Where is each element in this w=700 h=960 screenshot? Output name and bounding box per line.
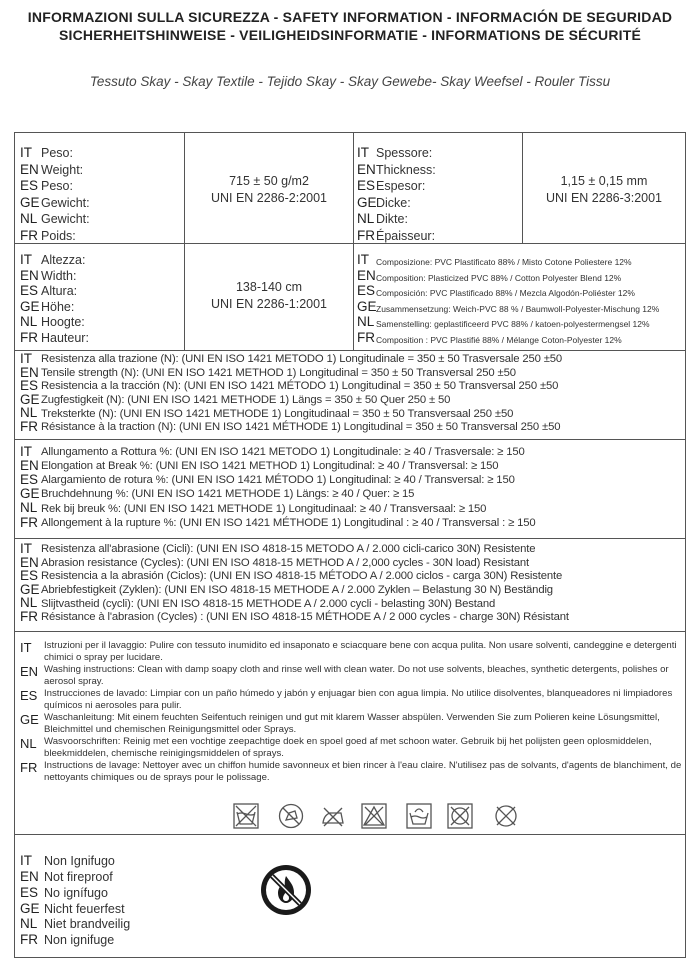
composition-row bbox=[357, 313, 683, 329]
tensile-label: Tensile strength (N): (UNI EN ISO 1421 METHOD 1) Longitudinal = 350 ± 50 Transversal 250 ±50 bbox=[41, 366, 516, 379]
elongation-label: Elongation at Break %: (UNI EN ISO 1421 METHOD 1) Longitudinal: ≥ 40 / Transversal: ≥ 150 bbox=[41, 460, 499, 473]
fire-row bbox=[20, 915, 220, 931]
composition-label: Samenstelling: geplastificeerd PVC 88% / katoen-polyestermengsel 12% bbox=[376, 319, 650, 329]
width-label: Höhe: bbox=[41, 299, 75, 314]
thickness-label: Thickness: bbox=[376, 162, 436, 177]
no-fireproof-icon bbox=[260, 864, 312, 916]
weight-row bbox=[20, 143, 180, 160]
lang-code: GE bbox=[357, 194, 377, 210]
lang-code: NL bbox=[20, 916, 38, 932]
weight-labels bbox=[20, 143, 180, 243]
lang-code: GE bbox=[20, 391, 40, 407]
thickness-row bbox=[357, 176, 517, 193]
composition-row bbox=[357, 282, 683, 298]
lang-code: NL bbox=[20, 314, 38, 329]
elongation-label: Allungamento a Rottura %: (UNI EN ISO 1421 METODO 1) Longitudinale: ≥ 40 / Trasversale: ≥ 150 bbox=[41, 445, 525, 458]
divider bbox=[15, 834, 685, 835]
hand-wash-icon bbox=[406, 803, 432, 829]
width-label: Width: bbox=[41, 268, 77, 283]
abrasion-label: Resistencia a la abrasión (Ciclos): (UNI EN ISO 4818-15 MÉTODO A / 2.000 ciclos - carga 30N) Resistente bbox=[41, 570, 563, 583]
composition-row bbox=[357, 298, 683, 314]
thickness-label: Dicke: bbox=[376, 195, 411, 210]
washing-block bbox=[20, 641, 682, 664]
abrasion-label: Slijtvastheid (cycli): (UNI EN ISO 4818-15 METHODE A / 2.000 cycli - belasting 30N) Bestand bbox=[41, 597, 496, 610]
width-value: 138-140 cm bbox=[235, 280, 302, 294]
thickness-label: Espesor: bbox=[376, 179, 426, 193]
fire-row bbox=[20, 931, 220, 947]
tensile-row bbox=[20, 393, 682, 407]
width-labels bbox=[20, 251, 180, 350]
fire-row bbox=[20, 884, 220, 900]
width-row bbox=[20, 298, 180, 314]
lang-code: ES bbox=[20, 178, 39, 193]
fire-section bbox=[20, 852, 220, 952]
header-title-line-1: INFORMAZIONI SULLA SICUREZZA - SAFETY INFORMATION - INFORMACIÓN DE SEGURIDAD bbox=[27, 9, 673, 25]
abrasion-section bbox=[20, 542, 682, 630]
tensile-label: Resistencia a la tracción (N): (UNI EN ISO 1421 MÉTODO 1) Longitudinal = 350 ± 50 Transversal 250 ±50 bbox=[41, 380, 559, 393]
lang-code: NL bbox=[20, 595, 38, 611]
weight-label: Peso: bbox=[41, 146, 73, 160]
washing-block bbox=[20, 761, 682, 784]
weight-row bbox=[20, 209, 180, 226]
thickness-row bbox=[357, 143, 517, 160]
tensile-row bbox=[20, 379, 682, 393]
tensile-row bbox=[20, 366, 682, 380]
fire-label: No ignífugo bbox=[44, 885, 108, 900]
washing-section bbox=[20, 641, 682, 797]
lang-code: IT bbox=[20, 444, 32, 459]
lang-code: ES bbox=[20, 472, 39, 488]
composition-row bbox=[357, 329, 683, 345]
lang-code: GE bbox=[20, 581, 40, 597]
width-label: Hoogte: bbox=[41, 315, 85, 329]
width-row bbox=[20, 251, 180, 267]
lang-code: IT bbox=[20, 542, 32, 557]
lang-code: NL bbox=[20, 405, 38, 421]
width-standard: UNI EN 2286-1:2001 bbox=[210, 297, 328, 311]
lang-code: ES bbox=[20, 568, 39, 584]
thickness-row bbox=[357, 193, 517, 210]
tensile-section bbox=[20, 352, 682, 438]
fire-row bbox=[20, 868, 220, 884]
composition-label: Zusammensetzung: Weich-PVC 88 % / Baumwoll-Polyester-Mischung 12% bbox=[376, 303, 660, 314]
weight-row bbox=[20, 160, 180, 177]
divider bbox=[15, 350, 685, 351]
no-ironing-spray-icon bbox=[278, 803, 304, 829]
lang-code: EN bbox=[20, 267, 39, 283]
washing-text: Wasvoorschriften: Reinig met een vochtige zeepachtige doek en spoel goed af met schoon water. Gebruik bij het polijsten geen oplosmiddelen, bleekmiddelen, chemische reinigingsmiddelen of sprays. bbox=[44, 736, 652, 759]
lang-code: IT bbox=[20, 145, 32, 160]
lang-code: IT bbox=[20, 641, 32, 655]
composition-row bbox=[357, 251, 683, 267]
abrasion-label: Abriebfestigkeit (Zyklen): (UNI EN ISO 4818-15 METHODE A / 2.000 Zyklen – Belastung 30 N) Beständig bbox=[41, 584, 553, 597]
weight-value: 715 ± 50 g/m2 bbox=[229, 174, 309, 188]
composition-label: Composición: PVC Plastificado 88% / Mezcla Algodón-Poliéster 12% bbox=[376, 288, 635, 298]
lang-code: IT bbox=[357, 252, 369, 267]
lang-code: ES bbox=[20, 884, 39, 900]
thickness-label: Épaisseur: bbox=[376, 228, 436, 243]
washing-text: Instrucciones de lavado: Limpiar con un paño húmedo y jabón y enjuagar bien con agua limpia. No utilice disolventes, blanqueadores ni limpiadores químicos ni aerosoles para pulir. bbox=[44, 688, 673, 711]
weight-row bbox=[20, 176, 180, 193]
lang-code: FR bbox=[357, 329, 375, 345]
weight-standard: UNI EN 2286-2:2001 bbox=[210, 191, 328, 205]
divider bbox=[15, 439, 685, 440]
weight-row bbox=[20, 226, 180, 243]
fire-row bbox=[20, 852, 220, 868]
elongation-row bbox=[20, 444, 682, 458]
divider bbox=[353, 133, 354, 350]
lang-code: EN bbox=[20, 364, 39, 380]
abrasion-row bbox=[20, 596, 682, 610]
washing-block bbox=[20, 689, 682, 712]
abrasion-row bbox=[20, 556, 682, 570]
lang-code: GE bbox=[20, 194, 40, 210]
lang-code: GE bbox=[20, 298, 40, 314]
lang-code: GE bbox=[20, 712, 39, 727]
abrasion-row bbox=[20, 569, 682, 583]
washing-block bbox=[20, 713, 682, 736]
thickness-row bbox=[357, 226, 517, 243]
lang-code: EN bbox=[20, 554, 39, 570]
elongation-row bbox=[20, 458, 682, 472]
lang-code: IT bbox=[20, 252, 32, 267]
weight-label: Peso: bbox=[41, 179, 73, 193]
elongation-label: Allongement à la rupture %: (UNI EN ISO 1421 MÉTHODE 1) Longitudinal : ≥ 40 / Transversal : ≥ 150 bbox=[41, 516, 536, 529]
abrasion-row bbox=[20, 583, 682, 597]
fire-label: Niet brandveilig bbox=[44, 917, 131, 932]
composition-label: Composition: Plasticized PVC 88% / Cotton Polyester Blend 12% bbox=[376, 272, 622, 283]
elongation-label: Bruchdehnung %: (UNI EN ISO 1421 METHODE 1) Längs: ≥ 40 / Quer: ≥ 15 bbox=[41, 488, 415, 501]
thickness-labels bbox=[357, 143, 517, 243]
weight-row bbox=[20, 193, 180, 210]
composition-label: Composizione: PVC Plastificato 88% / Misto Cotone Poliestere 12% bbox=[376, 257, 632, 267]
thickness-label: Dikte: bbox=[376, 212, 408, 226]
lang-code: EN bbox=[20, 161, 39, 177]
tensile-row bbox=[20, 420, 682, 434]
divider bbox=[15, 631, 685, 632]
lang-code: NL bbox=[20, 211, 38, 226]
composition-row bbox=[357, 267, 683, 283]
thickness-standard: UNI EN 2286-3:2001 bbox=[545, 191, 663, 205]
lang-code: NL bbox=[357, 314, 375, 329]
tensile-label: Résistance à la traction (N): (UNI EN ISO 1421 MÉTHODE 1) Longitudinal = 350 ± 50 Transversal 250 ±50 bbox=[41, 421, 561, 434]
width-label: Altezza: bbox=[41, 253, 86, 267]
no-iron-icon bbox=[320, 803, 346, 829]
lang-code: EN bbox=[20, 869, 39, 885]
fire-label: Non ignifuge bbox=[44, 933, 115, 948]
lang-code: ES bbox=[20, 688, 38, 703]
lang-code: ES bbox=[20, 283, 39, 298]
thickness-value: 1,15 ± 0,15 mm bbox=[560, 174, 648, 188]
elongation-row bbox=[20, 515, 682, 529]
abrasion-label: Resistenza all'abrasione (Cicli): (UNI EN ISO 4818-15 METODO A / 2.000 cicli-carico 30N) Resistente bbox=[41, 543, 536, 556]
lang-code: ES bbox=[357, 178, 376, 193]
no-wash-icon bbox=[233, 803, 259, 829]
width-row bbox=[20, 282, 180, 298]
no-dry-clean-icon bbox=[493, 803, 519, 829]
lang-code: IT bbox=[20, 853, 32, 869]
washing-block bbox=[20, 737, 682, 760]
divider bbox=[184, 133, 185, 350]
lang-code: EN bbox=[357, 267, 376, 283]
thickness-row bbox=[357, 209, 517, 226]
fire-label: Non Ignifugo bbox=[44, 854, 115, 869]
width-row bbox=[20, 329, 180, 345]
width-row bbox=[20, 313, 180, 329]
lang-code: ES bbox=[20, 378, 39, 394]
lang-code: FR bbox=[357, 227, 375, 243]
lang-code: FR bbox=[20, 609, 38, 625]
lang-code: EN bbox=[20, 664, 39, 679]
thickness-row bbox=[357, 160, 517, 177]
lang-code: NL bbox=[20, 500, 38, 516]
lang-code: EN bbox=[357, 161, 376, 177]
width-label: Altura: bbox=[41, 284, 78, 298]
tensile-row bbox=[20, 352, 682, 366]
lang-code: FR bbox=[20, 514, 38, 530]
weight-label: Weight: bbox=[41, 162, 84, 177]
tensile-label: Resistenza alla trazione (N): (UNI EN ISO 1421 METODO 1) Longitudinale = 350 ± 50 Trasversale 250 ±50 bbox=[41, 353, 563, 366]
weight-label: Gewicht: bbox=[41, 212, 90, 226]
divider bbox=[15, 243, 685, 244]
abrasion-row bbox=[20, 542, 682, 556]
elongation-label: Rek bij breuk %: (UNI EN ISO 1421 METHODE 1) Longitudinaal: ≥ 40 / Transversaal: ≥ 150 bbox=[41, 502, 487, 515]
elongation-section bbox=[20, 444, 682, 537]
width-row bbox=[20, 267, 180, 283]
fire-row bbox=[20, 899, 220, 915]
tensile-label: Treksterkte (N): (UNI EN ISO 1421 METHODE 1) Longitudinaal = 350 ± 50 Transversaal 250 ±50 bbox=[41, 407, 514, 420]
lang-code: GE bbox=[357, 298, 377, 314]
elongation-row bbox=[20, 487, 682, 501]
weight-label: Gewicht: bbox=[41, 195, 90, 210]
lang-code: FR bbox=[20, 760, 38, 775]
lang-code: FR bbox=[20, 329, 38, 345]
elongation-row bbox=[20, 472, 682, 486]
abrasion-row bbox=[20, 610, 682, 624]
elongation-row bbox=[20, 501, 682, 515]
washing-text: Istruzioni per il lavaggio: Pulire con tessuto inumidito ed insaponato e sciacquare bene con acqua pulita. Non usare solventi, candeggine e detergenti chimici o spray per lucidare. bbox=[44, 641, 677, 663]
lang-code: FR bbox=[20, 227, 38, 243]
composition-label: Composition : PVC Plastifié 88% / Mélange Coton-Polyester 12% bbox=[376, 334, 622, 345]
header-subtitle: Tessuto Skay - Skay Textile - Tejido Skay - Skay Gewebe- Skay Weefsel - Rouler Tissu bbox=[89, 74, 611, 89]
lang-code: EN bbox=[20, 457, 39, 473]
washing-text: Instructions de lavage: Nettoyer avec un chiffon humide savonneux et bien rincer à l'eau claire. N'utilisez pas de solvants, d'agents de blanchiment, de nettoyants chimiques ou de sprays pour le polissage. bbox=[44, 760, 682, 783]
weight-label: Poids: bbox=[41, 228, 76, 243]
lang-code: ES bbox=[357, 283, 376, 298]
lang-code: GE bbox=[20, 486, 40, 502]
lang-code: IT bbox=[357, 145, 369, 160]
washing-text: Waschanleitung: Mit einem feuchten Seifentuch reinigen und gut mit klarem Wasser abspülen. Verwenden Sie zum Polieren keine Lösungsmittel, Bleichmittel und chemischen Reinigungsmittel oder Sprays. bbox=[44, 712, 660, 735]
elongation-label: Alargamiento de rotura %: (UNI EN ISO 1421 MÉTODO 1) Longitudinal: ≥ 40 / Transversal: ≥ 150 bbox=[41, 474, 515, 487]
lang-code: IT bbox=[20, 352, 32, 367]
washing-text: Washing instructions: Clean with damp soapy cloth and rinse well with clean water. Do not use solvents, bleaches, synthetic detergents, polishes or aerosol spray. bbox=[44, 664, 669, 687]
lang-code: NL bbox=[357, 211, 375, 226]
lang-code: NL bbox=[20, 736, 37, 751]
composition-labels bbox=[357, 251, 683, 350]
fire-label: Not fireproof bbox=[44, 870, 113, 885]
lang-code: FR bbox=[20, 932, 38, 948]
lang-code: GE bbox=[20, 900, 40, 916]
thickness-label: Spessore: bbox=[376, 146, 433, 160]
width-label: Hauteur: bbox=[41, 330, 89, 345]
tensile-label: Zugfestigkeit (N): (UNI EN ISO 1421 METHODE 1) Längs = 350 ± 50 Quer 250 ± 50 bbox=[41, 394, 451, 407]
tensile-row bbox=[20, 406, 682, 420]
abrasion-label: Abrasion resistance (Cycles): (UNI EN ISO 4818-15 METHOD A / 2,000 cycles - 30N load) Resistant bbox=[41, 556, 530, 569]
header-title-line-2: SICHERHEITSHINWEISE - VEILIGHEIDSINFORMATIE - INFORMATIONS DE SÉCURITÉ bbox=[58, 27, 642, 43]
divider bbox=[15, 538, 685, 539]
no-bleach-icon bbox=[361, 803, 387, 829]
lang-code: FR bbox=[20, 419, 38, 435]
no-tumble-dry-icon bbox=[447, 803, 473, 829]
washing-block bbox=[20, 665, 682, 688]
safety-table bbox=[14, 132, 686, 958]
fire-label: Nicht feuerfest bbox=[44, 901, 125, 916]
abrasion-label: Résistance à l'abrasion (Cycles) : (UNI EN ISO 4818-15 MÉTHODE A / 2 000 cycles - charge 30N) Résistant bbox=[41, 611, 569, 624]
